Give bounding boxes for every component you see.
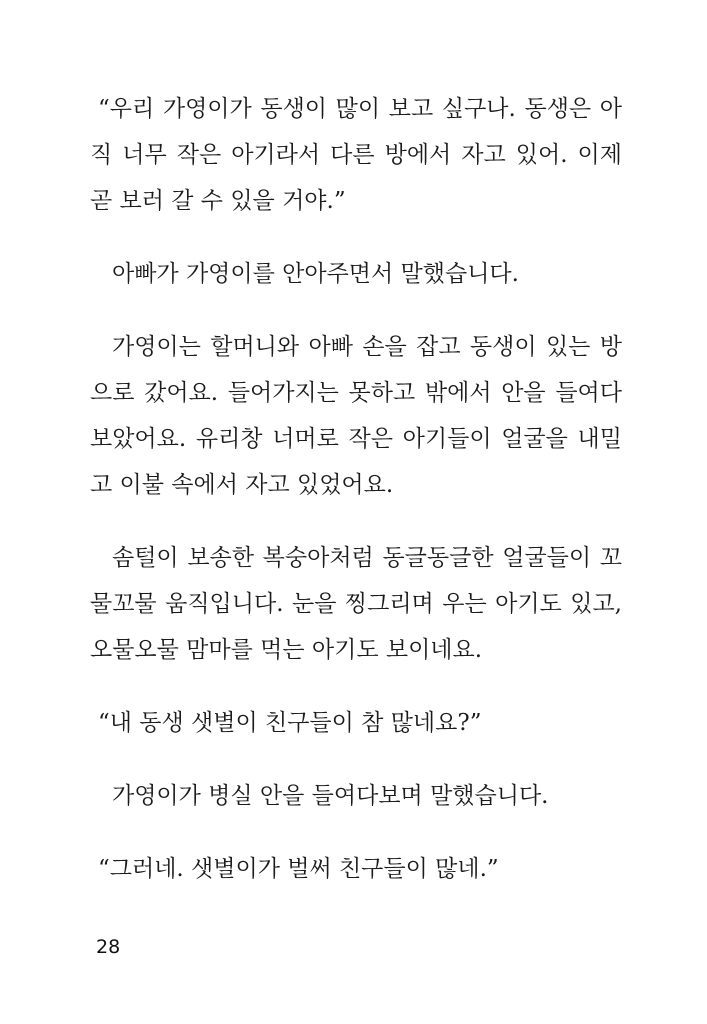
- paragraph: 가영이가 병실 안을 들여다보며 말했습니다.: [112, 783, 549, 809]
- paragraph: “내 동생 샛별이 친구들이 참 많네요?”: [98, 710, 482, 736]
- text-block: [90, 86, 622, 919]
- paragraph: “그러네. 샛별이가 벌써 친구들이 많네.”: [98, 856, 499, 882]
- paragraph: “우리 가영이가 동생이 많이 보고 싶구나. 동생은 아직 너무 작은 아기라서 다른 방에서 자고 있어. 이제 곧 보러 갈 수 있을 거야.”: [90, 96, 622, 214]
- paragraph: 아빠가 가영이를 안아주면서 말했습니다.: [112, 261, 519, 287]
- page-number: 28: [96, 936, 121, 958]
- paragraph: 솜털이 보송한 복숭아처럼 동글동글한 얼굴들이 꼬물꼬물 움직입니다. 눈을 찡그리며 우는 아기도 있고, 오물오물 맘마를 먹는 아기도 보이네요.: [90, 545, 622, 663]
- paragraph: 가영이는 할머니와 아빠 손을 잡고 동생이 있는 방으로 갔어요. 들어가지는 못하고 밖에서 안을 들여다보았어요. 유리창 너머로 작은 아기들이 얼굴을 내밀고 이불 속에서 자고 있었어요.: [90, 334, 622, 498]
